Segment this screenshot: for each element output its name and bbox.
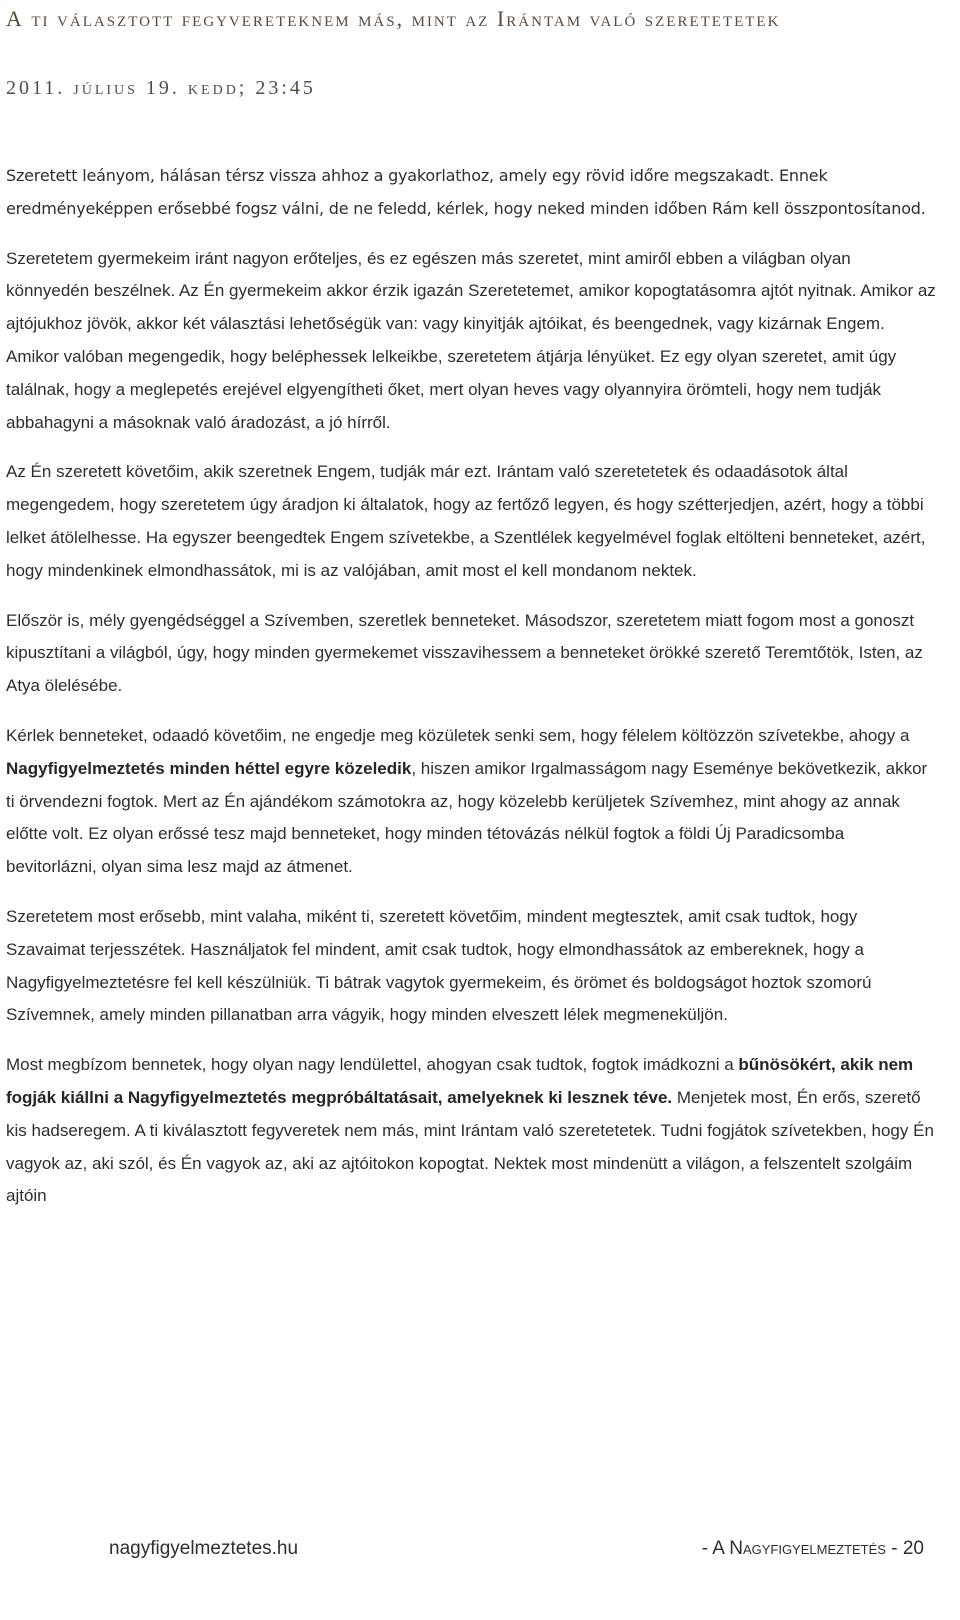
paragraph-5-bold: Nagyfigyelmeztetés minden héttel egyre közeledik bbox=[6, 758, 412, 778]
title-initial-i: I bbox=[496, 6, 507, 31]
paragraph-5-text-b: , hiszen amikor Irgalmasságom nagy Eseménye bekövetkezik, akkor ti örvendezni fogtok. Mert az Én ajándékom számotokra az, hogy közelebb kerüljetek Szívemhez, mint ahogy az annak előtte volt. Ez olyan erőssé tesz majd benneteket, hogy minden tétovázás nélkül fogtok a földi Új Paradicsomba bevitorlázni, olyan sima lesz majd az átmenet. bbox=[6, 758, 928, 877]
post-date: 2011. július 19. kedd; 23:45 bbox=[6, 77, 316, 99]
paragraph-7-text-a: Most megbízom bennetek, hogy olyan nagy lendülettel, ahogyan csak tudtok, fogtok imádkozni a bbox=[6, 1055, 739, 1075]
paragraph-5-text-a: Kérlek benneteket, odaadó követőim, ne engedje meg közületek senki sem, hogy félelem költözzön szívetekbe, ahogy a bbox=[6, 725, 910, 745]
title-initial: A bbox=[6, 6, 24, 31]
paragraph-2: Szeretetem gyermekeim iránt nagyon erőteljes, és ez egészen más szeretet, mint amiről ebben a világban olyan könnyedén beszélnek. Az Én gyermekeim akkor érzik igazán Szeretetemet, amikor kopogtatásomra ajtót nyitnak. Amikor az ajtójukhoz jövök, akkor két választási lehetőségük van: vagy kinyitják ajtóikat, és beengednek, vagy kizárnak Engem. Amikor valóban megengedik, hogy beléphessek lelkeikbe, szeretetem átjárja lényüket. Ez egy olyan szeretet, amit úgy találnak, hogy a meglepetés erejével elgyengítheti őket, mert olyan heves vagy olyannyira örömteli, hogy nem tudják abbahagyni a másoknak való áradozást, a jó hírről. bbox=[6, 248, 936, 432]
footer-prefix: - A bbox=[701, 1538, 730, 1559]
paragraph-7-bold: bűnösökért, akik nem fogják kiállni a Nagyfigyelmeztetés megpróbáltatásait, amelyeknek ki lesznek téve. bbox=[6, 1055, 914, 1107]
paragraph-7-text-b: Menjetek most, Én erős, szerető kis hadseregem. A ti kiválasztott fegyveretek nem más, mint Irántam való szeretetetek. Tudni fogjátok szívetekben, hogy Én vagyok az, aki szól, és Én vagyok az, aki az ajtóitokon kopogtat. Nektek most mindenütt a világon, a felszentelt szolgáim ajtóin bbox=[6, 1087, 934, 1206]
footer-site: nagyfigyelmeztetes.hu bbox=[109, 1538, 299, 1559]
paragraph-5 bbox=[6, 720, 936, 884]
title-text-a: ti választott fegyvereteknem más, mint az bbox=[23, 6, 497, 31]
title-text-b: rántam való szeretetetek bbox=[506, 6, 781, 31]
paragraph-6: Szeretetem most erősebb, mint valaha, miként ti, szeretett követőim, mindent megtesztek, amit csak tudtok, hogy Szavaimat terjesszétek. Használjatok fel mindent, amit csak tudtok, hogy elmondhassátok az embereknek, hogy a Nagyfigyelmeztetésre fel kell készülniük. Ti bátrak vagytok gyermekeim, és örömet és boldogságot hoztok szomorú Szívemnek, amely minden pillanatban arra vágyik, hogy minden elveszett lélek megmeneküljön. bbox=[6, 906, 872, 1025]
message-body bbox=[6, 160, 936, 1230]
paragraph-7 bbox=[6, 1049, 936, 1213]
footer-page-number: - 20 bbox=[885, 1538, 924, 1559]
page-title bbox=[6, 2, 906, 35]
paragraph-1: Szeretett leányom, hálásan térsz vissza ahhoz a gyakorlathoz, amely egy rövid időre megszakadt. Ennek eredményeképpen erősebbé fogsz válni, de ne feledd, kérlek, hogy neked minden időben Rám kell összpontosítanod. bbox=[6, 166, 926, 218]
footer-page-label bbox=[702, 1538, 924, 1560]
paragraph-4: Először is, mély gyengédséggel a Szívemben, szeretlek benneteket. Másodszor, szeretetem miatt fogom most a gonoszt kipusztítani a világból, úgy, hogy minden gyermekemet visszavihessem a benneteket örökké szerető Teremtőtök, Isten, az Atya ölelésébe. bbox=[6, 610, 923, 696]
footer-title: agyfigyelmeztetés bbox=[742, 1538, 886, 1559]
footer-initial: N bbox=[729, 1538, 743, 1559]
paragraph-3: Az Én szeretett követőim, akik szeretnek Engem, tudják már ezt. Irántam való szeretetetek és odaadásotok által megengedem, hogy szeretetem úgy áradjon ki általatok, hogy az fertőző legyen, és hogy szétterjedjen, azért, hogy a többi lelket átölelhesse. Ha egyszer beengedtek Engem szívetekbe, a Szentlélek kegyelmével foglak eltölteni benneteket, azért, hogy mindenkinek elmondhassátok, mi is az valójában, amit most el kell mondanom nektek. bbox=[6, 462, 926, 580]
